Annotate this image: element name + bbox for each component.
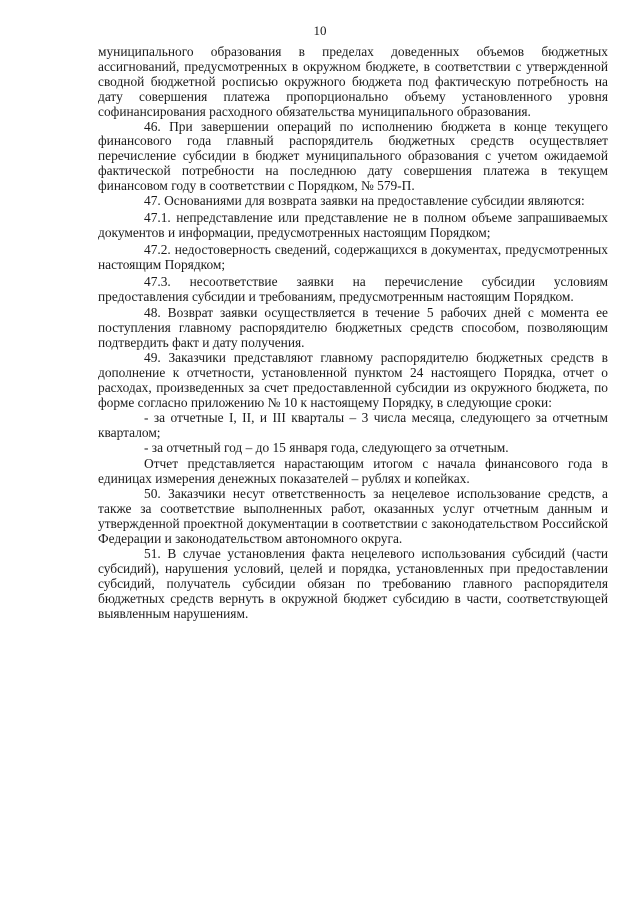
paragraph-47-2: 47.2. недостоверность сведений, содержащихся в документах, предусмотренных настоящим Порядком; <box>98 241 608 272</box>
paragraph-51: 51. В случае установления факта нецелевого использования субсидий (части субсидий), нарушения условий, целей и порядка, установленных при предоставлении субсидий, получатель субсидии обязан по требованию главного распорядителя бюджетных средств вернуть в окружной бюджет субсидию в части, соответствующей выявленным нарушениям. <box>98 545 608 621</box>
paragraph-47-1: 47.1. непредставление или представление не в полном объеме запрашиваемых документов и информации, предусмотренных настоящим Порядком; <box>98 209 608 240</box>
paragraph-49: 49. Заказчики представляют главному распорядителю бюджетных средств в дополнение к отчетности, установленной пунктом 24 настоящего Порядка, отчет о расходах, произведенных за счет предоставленной субсидии из окружного бюджета, по форме согласно приложению № 10 к настоящему Порядку, в следующие сроки: <box>98 350 608 410</box>
list-item-yearly: - за отчетный год – до 15 января года, следующего за отчетным. <box>144 439 509 455</box>
paragraph-47-3: 47.3. несоответствие заявки на перечисление субсидии условиям предоставления субсидии и требованиям, предусмотренным настоящим Порядком. <box>98 273 608 304</box>
page-number: 10 <box>313 23 327 38</box>
paragraph-47: 47. Основаниями для возврата заявки на предоставление субсидии являются: <box>144 193 585 209</box>
paragraph-continuation: муниципального образования в пределах доведенных объемов бюджетных ассигнований, предусмотренных в окружном бюджете, в соответствии с утвержденной сводной бюджетной росписью окружного бюджета под фактическую потребность на дату совершения платежа пропорционально объему установленного уровня софинансирования расходного обязательства муниципального образования. <box>98 44 608 119</box>
document-body <box>98 45 608 621</box>
paragraph-48: 48. Возврат заявки осуществляется в течение 5 рабочих дней с момента ее поступления главному распорядителю бюджетных средств способом, позволяющим подтвердить факт и дату получения. <box>98 305 608 351</box>
paragraph-50: 50. Заказчики несут ответственность за нецелевое использование средств, а также за соответствие выполненных работ, оказанных услуг отчетным данным и утвержденной проектной документации в соответствии с законодательством Российской Федерации и законодательством автономного округа. <box>98 486 608 546</box>
list-item-quarterly: - за отчетные I, II, и III кварталы – 3 числа месяца, следующего за отчетным кварталом; <box>98 409 608 440</box>
paragraph-report: Отчет представляется нарастающим итогом с начала финансового года в единицах измерения денежных показателей – рублях и копейках. <box>98 456 608 487</box>
paragraph-46: 46. При завершении операций по исполнению бюджета в конце текущего финансового года главный распорядитель бюджетных средств осуществляет перечисление субсидии в бюджет муниципального образования с учетом ожидаемой фактической потребности на последнюю дату совершения платежа в текущем финансовом году в соответствии с Порядком, № 579-П. <box>98 118 608 194</box>
